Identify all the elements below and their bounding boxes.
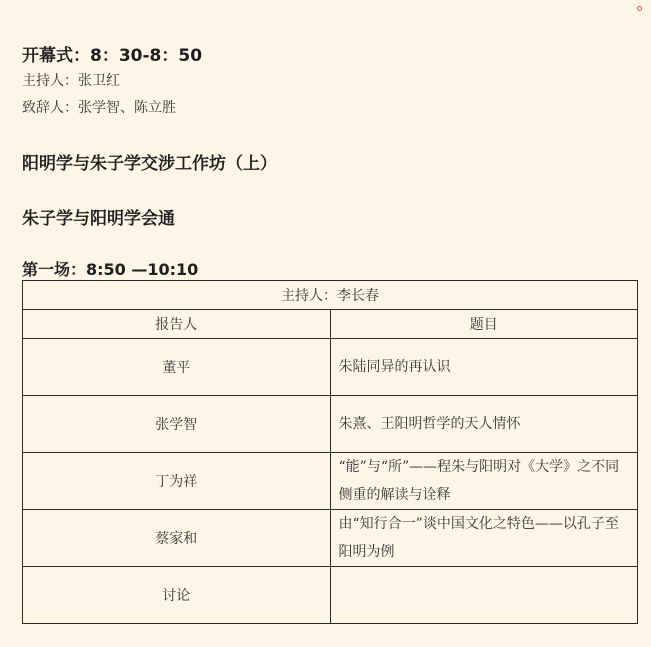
topic-cell: 朱陆同异的再认识: [330, 339, 638, 396]
speaker-cell: 董平: [23, 339, 331, 396]
table-row: [23, 396, 638, 453]
header-row: [23, 310, 638, 339]
host-row: [23, 281, 638, 310]
schedule-table: [22, 280, 638, 624]
corner-dot-icon: [637, 6, 642, 11]
topic-cell: “能”与“所”——程朱与阳明对《大学》之不同侧重的解读与诠释: [330, 453, 638, 510]
topic-cell: 朱熹、王阳明哲学的天人情怀: [330, 396, 638, 453]
workshop-title: 阳明学与朱子学交涉工作坊（上）: [22, 154, 277, 174]
theme-title: 朱子学与阳明学会通: [22, 209, 175, 229]
opening-title: 开幕式：8：30-8：50: [22, 46, 203, 66]
table-row: [23, 510, 638, 567]
opening-host: 主持人：张卫红: [22, 73, 120, 89]
speaker-header: 报告人: [23, 310, 331, 339]
speaker-cell: 丁为祥: [23, 453, 331, 510]
opening-speech: 致辞人：张学智、陈立胜: [22, 100, 176, 116]
speaker-cell: 蔡家和: [23, 510, 331, 567]
topic-cell: [330, 567, 638, 624]
speaker-cell: 讨论: [23, 567, 331, 624]
table-row: [23, 453, 638, 510]
topic-header: 题目: [330, 310, 638, 339]
session-title: 第一场：8:50 —10:10: [22, 260, 199, 279]
topic-cell: 由“知行合一”谈中国文化之特色——以孔子至阳明为例: [330, 510, 638, 567]
speaker-cell: 张学智: [23, 396, 331, 453]
table-row: [23, 567, 638, 624]
session-host: 主持人：李长春: [23, 281, 638, 310]
table-row: [23, 339, 638, 396]
